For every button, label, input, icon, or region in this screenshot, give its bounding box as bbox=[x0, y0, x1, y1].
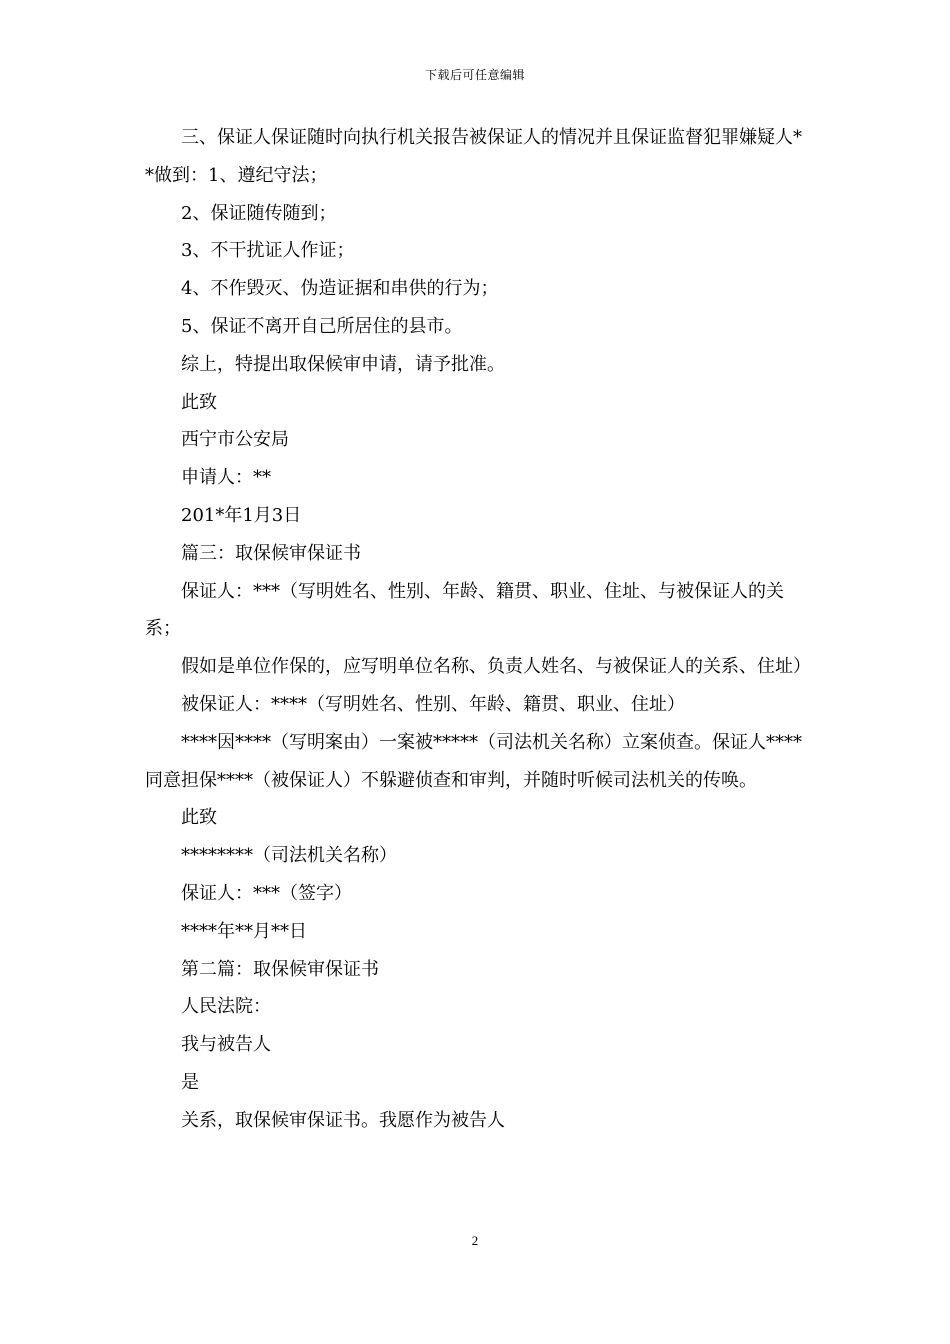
paragraph: 三、保证人保证随时向执行机关报告被保证人的情况并且保证监督犯罪嫌疑人**做到：1、遵纪守法； bbox=[145, 127, 802, 186]
paragraph: 此致 bbox=[181, 807, 217, 829]
paragraph: 保证人：***（写明姓名、性别、年龄、籍贯、职业、住址、与被保证人的关系； bbox=[145, 580, 784, 640]
paragraph: 人民法院： bbox=[181, 996, 271, 1018]
paragraph: 我与被告人 bbox=[181, 1034, 271, 1056]
paragraph: ****因****（写明案由）一案被*****（司法机关名称）立案侦查。保证人****同意担保****（被保证人）不躲避侦查和审判，并随时听候司法机关的传唤。 bbox=[145, 731, 802, 791]
paragraph: 是 bbox=[181, 1071, 199, 1093]
paragraph: 综上，特提出取保候审申请，请予批准。 bbox=[181, 353, 505, 375]
paragraph: 申请人：** bbox=[181, 467, 271, 489]
paragraph: 假如是单位作保的，应写明单位名称、负责人姓名、与被保证人的关系、住址） bbox=[181, 656, 811, 678]
paragraph: 被保证人：****（写明姓名、性别、年龄、籍贯、职业、住址） bbox=[181, 693, 685, 715]
section-title: 篇三：取保候审保证书 bbox=[181, 542, 361, 564]
paragraph: 保证人：***（签字） bbox=[181, 882, 352, 904]
section-title: 第二篇：取保候审保证书 bbox=[181, 958, 379, 980]
paragraph: ****年**月**日 bbox=[181, 920, 307, 942]
page-number: 2 bbox=[471, 1233, 479, 1248]
paragraph: 关系，取保候审保证书。我愿作为被告人 bbox=[181, 1109, 505, 1131]
paragraph: 201*年1月3日 bbox=[181, 504, 302, 526]
paragraph: ********（司法机关名称） bbox=[181, 845, 397, 867]
paragraph: 西宁市公安局 bbox=[181, 429, 289, 451]
paragraph: 5、保证不离开自己所居住的县市。 bbox=[181, 315, 463, 337]
paragraph: 3、不干扰证人作证； bbox=[181, 240, 355, 262]
document-body bbox=[145, 119, 809, 1140]
paragraph: 2、保证随传随到； bbox=[181, 202, 337, 224]
paragraph: 此致 bbox=[181, 391, 217, 413]
paragraph: 4、不作毁灭、伪造证据和串供的行为； bbox=[181, 278, 499, 300]
page-header: 下载后可任意编辑 bbox=[424, 68, 525, 82]
